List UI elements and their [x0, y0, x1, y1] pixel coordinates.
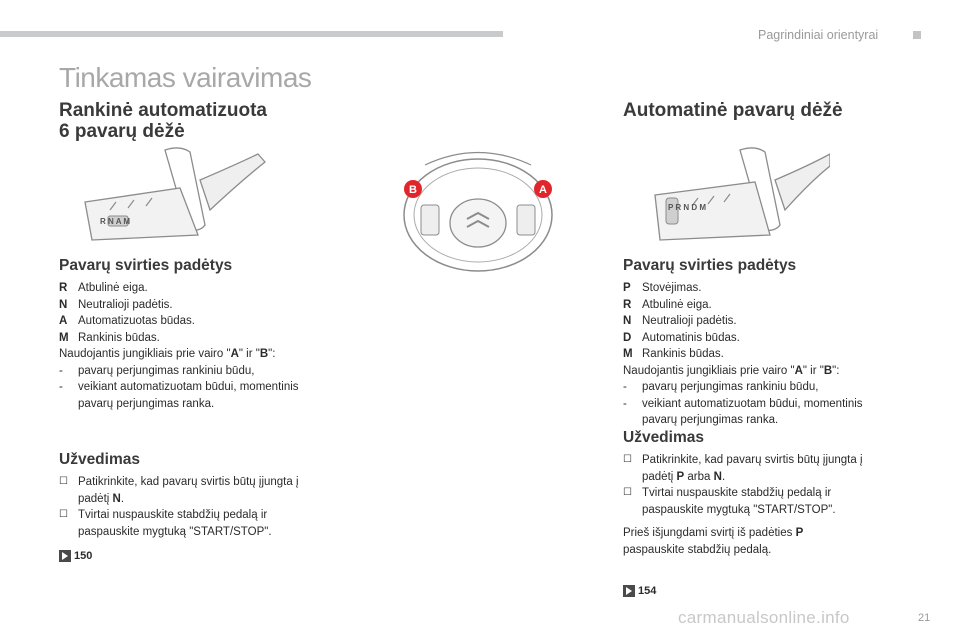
- right-dash-item: - pavarų perjungimas rankiniu būdu,: [623, 381, 819, 393]
- paddle-b-label: B: [409, 184, 417, 196]
- left-position-a: A Automatizuotas būdas.: [59, 315, 195, 327]
- right-position-m: M Rankinis būdas.: [623, 348, 724, 360]
- left-dash-item: - veikiant automatizuotam būdui, momentinis pavarų perjungimas ranka.: [59, 381, 299, 410]
- left-position-r: R Atbulinė eiga.: [59, 282, 148, 294]
- steering-wheel-illustration: [395, 145, 560, 275]
- right-positions-heading: Pavarų svirties padėtys: [623, 257, 797, 274]
- paddle-a-label: A: [539, 184, 547, 196]
- section-title: Pagrindiniai orientyrai: [758, 28, 879, 42]
- right-start-steps: [623, 452, 888, 518]
- right-position-p: P Stovėjimas.: [623, 282, 702, 294]
- page-number: 21: [918, 612, 931, 624]
- right-start-heading: Užvedimas: [623, 429, 704, 446]
- watermark: carmanualsonline.info: [678, 608, 850, 627]
- checkbox-bullet-icon: ☐: [59, 509, 68, 520]
- left-position-n: N Neutralioji padėtis.: [59, 298, 173, 311]
- left-position-m: M Rankinis būdas.: [59, 331, 160, 344]
- left-start-heading: Užvedimas: [59, 451, 140, 468]
- checkbox-bullet-icon: ☐: [623, 454, 632, 465]
- right-positions-list: [623, 280, 898, 429]
- arrow-right-icon: [59, 550, 71, 562]
- right-park-note: Prieš išjungdami svirtį iš padėties P paspauskite stabdžių pedalą.: [623, 527, 804, 556]
- left-start-steps: [59, 474, 324, 540]
- arrow-right-icon: [623, 585, 635, 597]
- checkbox-bullet-icon: ☐: [59, 476, 68, 487]
- left-positions-list: [59, 280, 334, 412]
- checkbox-bullet-icon: ☐: [623, 487, 632, 498]
- left-paddles-intro: Naudojantis jungikliais prie vairo "A" ir "B":: [59, 348, 276, 360]
- right-start-step: ☐ Patikrinkite, kad pavarų svirtis būtų įjungta į padėtį P arba N.: [623, 452, 888, 485]
- right-position-r: R Atbulinė eiga.: [623, 298, 712, 311]
- manual-gearbox-heading-line2: 6 pavarų dėžė: [59, 121, 185, 142]
- left-start-step: ☐ Patikrinkite, kad pavarų svirtis būtų įjungta į padėtį N.: [59, 474, 324, 507]
- left-positions-heading: Pavarų svirties padėtys: [59, 257, 233, 274]
- right-start-step: ☐ Tvirtai nuspauskite stabdžių pedalą ir paspauskite mygtuką "START/STOP".: [623, 485, 888, 518]
- header-rule: [0, 31, 503, 37]
- left-page-reference[interactable]: 150: [59, 550, 92, 562]
- right-position-n: N Neutralioji padėtis.: [623, 315, 737, 327]
- header-square-marker: [913, 31, 921, 39]
- right-dash-item: - veikiant automatizuotam būdui, momentinis pavarų perjungimas ranka.: [623, 397, 863, 426]
- right-position-d: D Automatinis būdas.: [623, 331, 740, 344]
- right-page-reference[interactable]: 154: [623, 585, 656, 597]
- manual-gear-lever-illustration: [70, 140, 270, 250]
- manual-gearbox-heading-line1: Rankinė automatizuota: [59, 100, 267, 121]
- left-dash-item: - pavarų perjungimas rankiniu būdu,: [59, 364, 255, 377]
- automatic-gearbox-label: P R N D M: [668, 203, 707, 212]
- left-start-step: ☐ Tvirtai nuspauskite stabdžių pedalą ir paspauskite mygtuką "START/STOP".: [59, 507, 324, 540]
- manual-gearbox-heading: [59, 100, 267, 142]
- right-paddles-intro: Naudojantis jungikliais prie vairo "A" ir "B":: [623, 364, 840, 377]
- page-title: Tinkamas vairavimas: [59, 62, 312, 93]
- automatic-gear-lever-illustration: [630, 140, 830, 250]
- automatic-gearbox-heading: Automatinė pavarų dėžė: [623, 100, 843, 121]
- manual-gearbox-label: R N A M: [100, 217, 131, 226]
